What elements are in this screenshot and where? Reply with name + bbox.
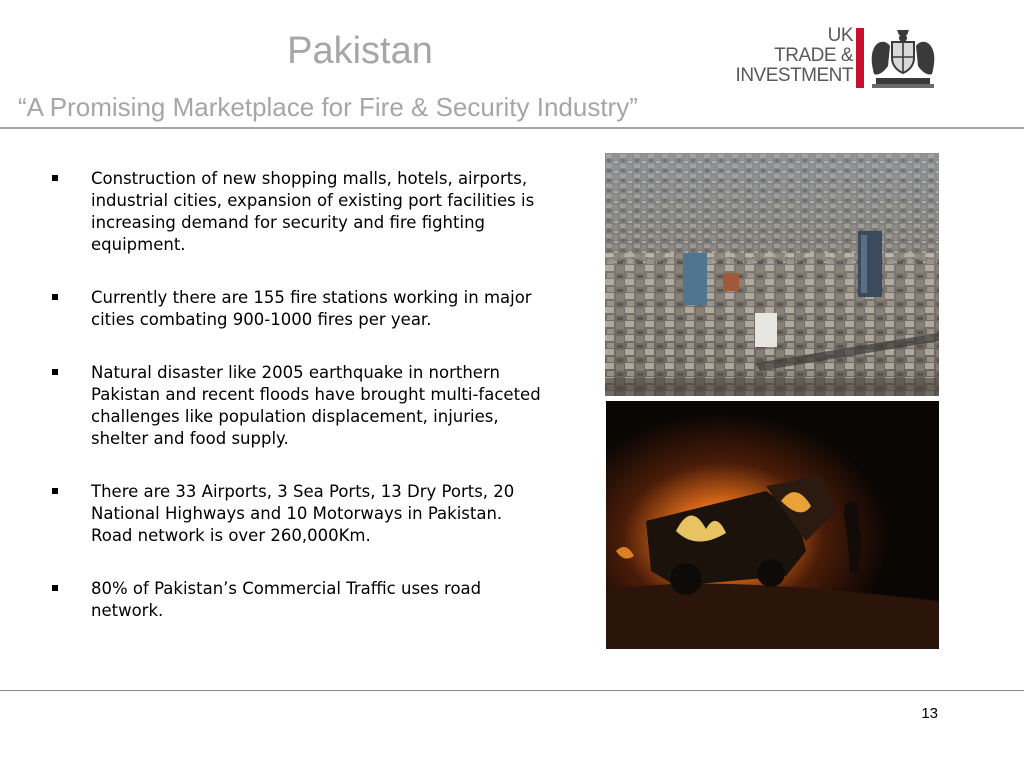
- bullet-text: Natural disaster like 2005 earthquake in northern Pakistan and recent floods have brought multi-faceted challenges like population displacement, injuries, shelter and food supply.: [91, 363, 541, 448]
- slide-title: Pakistan: [287, 30, 433, 72]
- square-bullet-icon: [52, 585, 58, 591]
- square-bullet-icon: [52, 175, 58, 181]
- burning-truck-photo: [606, 401, 939, 649]
- royal-crest-icon: [866, 26, 940, 90]
- header-divider: [0, 127, 1024, 129]
- bullet-item: [52, 287, 542, 331]
- bullet-list: [52, 168, 542, 653]
- square-bullet-icon: [52, 369, 58, 375]
- burning-truck-illustration: [606, 401, 939, 649]
- square-bullet-icon: [52, 294, 58, 300]
- bullet-text: There are 33 Airports, 3 Sea Ports, 13 Dry Ports, 20 National Highways and 10 Motorways in Pakistan. Road network is over 260,000Km.: [91, 482, 515, 545]
- bullet-item: [52, 578, 542, 622]
- logo-wordmark: [736, 26, 853, 86]
- logo-line-investment: INVESTMENT: [735, 65, 853, 86]
- square-bullet-icon: [52, 488, 58, 494]
- bullet-text: Currently there are 155 fire stations working in major cities combating 900-1000 fires per year.: [91, 288, 532, 329]
- page-number: 13: [921, 705, 938, 722]
- bullet-item: [52, 168, 542, 256]
- footer-divider: [0, 690, 1024, 691]
- bullet-text: Construction of new shopping malls, hotels, airports, industrial cities, expansion of existing port facilities is increasing demand for security and fire fighting equipment.: [91, 169, 535, 254]
- logo-line-uk: UK: [827, 25, 853, 46]
- bullet-item: [52, 481, 542, 547]
- bullet-text: 80% of Pakistan’s Commercial Traffic uses road network.: [91, 579, 482, 620]
- city-aerial-photo: [605, 153, 939, 396]
- uk-trade-investment-logo: [728, 26, 944, 92]
- logo-red-bar: [856, 28, 864, 88]
- slide-subtitle: “A Promising Marketplace for Fire & Security Industry”: [18, 92, 638, 122]
- bullet-item: [52, 362, 542, 450]
- logo-line-trade: TRADE &: [774, 45, 853, 66]
- city-aerial-illustration: [605, 153, 939, 396]
